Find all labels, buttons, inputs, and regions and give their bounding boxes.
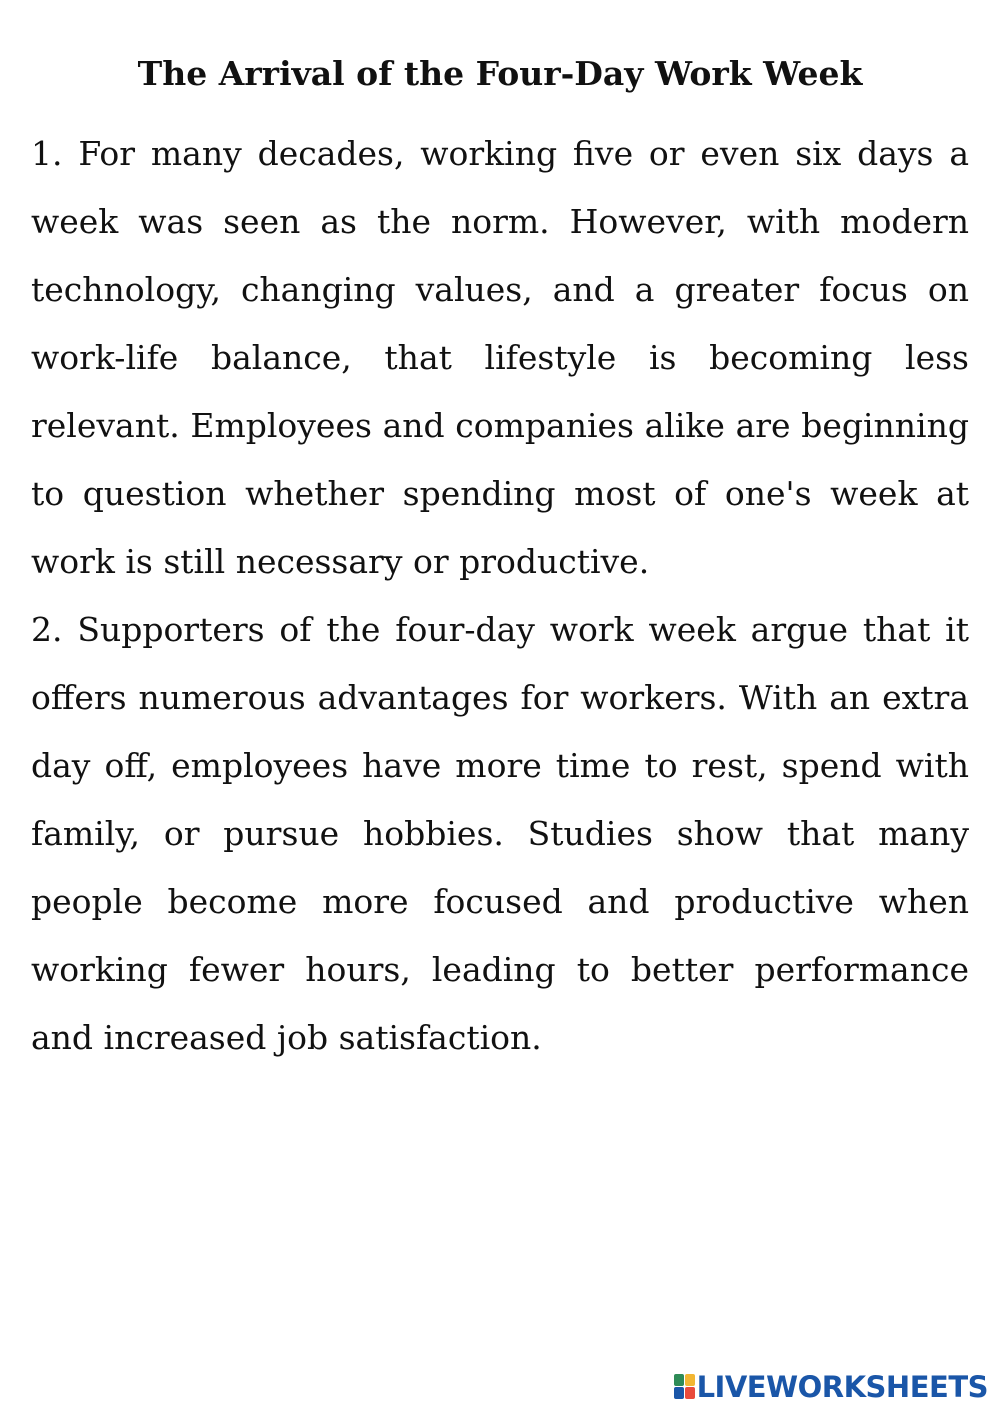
paragraph-2: 2. Supporters of the four-day work week argue that it offers numerous advantages for workers. With an extra day off, employees have more time to rest, spend with family, or pursue hobbies. Studies show that many people become more focused and productive when working fewer hours, leading to better performance and increased job satisfaction. <box>31 610 969 1057</box>
logo-text: LIVEWORKSHEETS <box>696 1370 988 1404</box>
paragraph-1: 1. For many decades, working five or even six days a week was seen as the norm. However, with modern technology, changing values, and a greater focus on work-life balance, that lifestyle is becoming less relevant. Employees and companies alike are beginning to question whether spending most of one's week at work is still necessary or productive. <box>31 134 969 581</box>
liveworksheets-logo <box>674 1370 988 1404</box>
logo-mark-block <box>674 1374 684 1386</box>
logo-mark-block <box>685 1387 695 1399</box>
logo-mark-block <box>685 1374 695 1386</box>
page-title: The Arrival of the Four-Day Work Week <box>137 54 863 93</box>
liveworksheets-logo-icon <box>674 1374 695 1400</box>
logo-mark-block <box>674 1387 684 1399</box>
worksheet-page <box>31 0 969 1072</box>
